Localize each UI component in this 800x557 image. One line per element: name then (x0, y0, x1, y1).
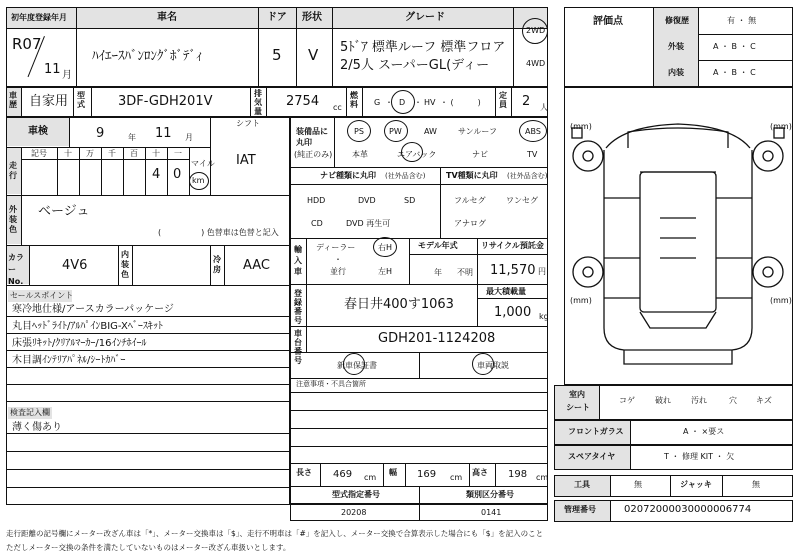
divider (290, 428, 548, 429)
capacity-label: 定員 (499, 91, 507, 109)
seat-label-2: シート (566, 403, 590, 412)
use-value: 自家用 (29, 94, 69, 109)
divider (409, 238, 410, 284)
divider (6, 195, 290, 196)
score-label: 評価点 (593, 16, 623, 27)
sales-points-label: セールスポイント (10, 291, 74, 300)
load-value: 1,000 (494, 305, 532, 320)
divider (409, 254, 548, 255)
first-reg-label: 初年度登録年月 (11, 13, 67, 22)
import-dealer: ディーラー (316, 243, 356, 252)
import-left-hand: 左H (378, 267, 393, 276)
length-unit: cm (364, 473, 377, 482)
divider (6, 316, 290, 317)
doors-value: 5 (272, 46, 282, 64)
divider (6, 451, 290, 452)
fuel-hv: HV (424, 98, 436, 107)
import-right-hand: 右H (378, 243, 393, 252)
use-label: 車歴 (9, 91, 17, 109)
mileage-unit-label: マイル (191, 159, 215, 168)
tv-item: フルセグ (454, 196, 486, 205)
fuel-dot: ・ (385, 98, 393, 107)
tv-item: ワンセグ (506, 196, 538, 205)
equipment-item: エアバック (397, 150, 437, 159)
divider (123, 147, 124, 195)
chassis-label: 車台番号 (294, 329, 302, 365)
divider (306, 284, 307, 326)
equipment-item: PW (389, 127, 402, 136)
mileage-digit: 0 (173, 167, 182, 182)
inspector-notes-value: 薄く傷あり (12, 422, 62, 433)
navi-item: HDD (307, 196, 326, 205)
divider (6, 245, 290, 246)
chassis-value: GDH201-1124208 (378, 331, 496, 346)
warranty-circle (343, 353, 365, 375)
displacement-unit: cc (333, 103, 342, 112)
equipment-label-2: 丸印 (296, 138, 312, 147)
height-label: 高さ (472, 468, 488, 477)
capacity-value: 2 (522, 94, 531, 109)
airbag-circle (401, 142, 423, 162)
mileage-col-label: 十 (152, 149, 160, 158)
divider (6, 487, 290, 488)
load-label: 最大積載量 (486, 287, 526, 296)
manual-doc: 車両取説 (477, 361, 509, 370)
model-year-label: モデル年式 (418, 241, 458, 250)
diagram-marks: (mm) (770, 122, 792, 131)
mileage-unit-km: km (192, 176, 205, 185)
divider (346, 87, 347, 117)
equipment-item: サンルーフ (458, 127, 497, 136)
displacement-label: 排気量 (254, 89, 262, 116)
car-diagram (564, 88, 793, 384)
repair-label: 修復歴 (665, 16, 689, 25)
divider (6, 350, 290, 351)
divider (469, 463, 470, 486)
sales-point-line: 寒冷地仕様/アースカラーパッケージ (12, 304, 174, 315)
management-label: 管理番号 (564, 505, 596, 514)
repair-value: 有 ・ 無 (727, 16, 757, 25)
seat-item: 穴 (729, 396, 737, 405)
management-value: 02072000030000006774 (624, 504, 752, 515)
fuel-d: D (399, 98, 406, 107)
divider (419, 352, 420, 378)
divider (383, 463, 384, 486)
divider (290, 463, 548, 464)
diagram-marks: (mm) (570, 296, 592, 305)
navi-label: ナビ種類に丸印 (320, 171, 376, 180)
mileage-col-label: 万 (86, 149, 94, 158)
navi-item: CD (311, 219, 323, 228)
tools-value: 無 (634, 480, 642, 489)
first-reg-month: 11 (44, 62, 61, 77)
mileage-col-label: 百 (130, 149, 138, 158)
mileage-col-label: 一 (174, 149, 182, 158)
abs-circle (519, 120, 547, 142)
divider (290, 446, 548, 447)
interior-color-label: 内装色 (121, 250, 129, 279)
mileage-digit: 4 (152, 167, 161, 182)
equipment-label-1: 装備品に (296, 127, 328, 136)
inspection-month: 11 (155, 126, 172, 141)
divider (670, 475, 671, 497)
height-value: 198 (508, 469, 528, 480)
drive-4wd: 4WD (526, 59, 546, 68)
diagram-marks: (mm) (770, 296, 792, 305)
car-name-label: 車名 (157, 12, 177, 23)
remarks-label: 注意事項・不具合箇所 (296, 380, 366, 388)
divider (21, 87, 22, 117)
divider (6, 28, 548, 29)
shift-value: IAT (236, 153, 256, 168)
shift-label: シフト (236, 119, 260, 128)
equipment-item: PS (354, 127, 364, 136)
pw-circle (384, 120, 408, 142)
ext-color-note: ( ) 色替車は色替と記入 (158, 228, 279, 237)
divider (21, 147, 22, 195)
divider (290, 326, 548, 327)
tv-item: アナログ (454, 219, 486, 228)
divider (513, 7, 514, 87)
designation-value: 20208 (341, 508, 367, 517)
grade-line2: 2/5人 スーパーGL(ディー (340, 58, 490, 73)
shape-value: V (308, 46, 319, 64)
divider (290, 167, 548, 168)
divider (118, 245, 119, 285)
capacity-unit: 人 (540, 103, 548, 112)
class-value: 0141 (481, 508, 502, 517)
mileage-label: 走行 (9, 161, 17, 180)
divider (91, 87, 92, 117)
divider (258, 7, 259, 87)
manual-circle (472, 353, 494, 375)
divider (290, 392, 548, 393)
divider (495, 463, 496, 486)
divider (6, 285, 290, 286)
navi-item: DVD (358, 196, 376, 205)
divider (722, 475, 723, 497)
grade-label: グレード (405, 12, 445, 23)
spare-tire-value: T ・ 修理 KIT ・ 欠 (664, 452, 735, 461)
divider (610, 500, 611, 522)
equipment-item: AW (424, 127, 437, 136)
equipment-item: TV (527, 150, 538, 159)
seat-item: 破れ (655, 396, 671, 405)
model-value: 3DF-GDH201V (118, 94, 213, 109)
color-no-value: 4V6 (62, 258, 88, 273)
navi-note: (社外品含む) (385, 172, 426, 180)
divider (630, 420, 631, 445)
divider (630, 445, 631, 470)
model-year-unit: 年 (434, 268, 442, 277)
drive-2wd: 2WD (526, 26, 546, 35)
color-no-label: カラーNo. (8, 253, 24, 286)
divider (6, 147, 210, 148)
divider (101, 147, 102, 195)
ext-color-label: 外装色 (9, 205, 17, 234)
model-year-unknown: 不明 (457, 268, 473, 277)
divider (610, 475, 611, 497)
inspection-label: 車検 (28, 126, 48, 137)
fuel-g: G (374, 98, 381, 107)
diagram-marks: (mm) (570, 122, 592, 131)
divider (73, 87, 74, 117)
import-label: 輸入車 (294, 245, 302, 276)
car-name-value: ﾊｲｴｰｽﾊﾞﾝﾛﾝｸﾞﾎﾞﾃﾞｨ (92, 49, 203, 64)
mileage-col-label: 記号 (31, 149, 47, 158)
first-reg-month-unit: 月 (62, 70, 72, 81)
divider (76, 7, 77, 87)
height-unit: cm (536, 473, 549, 482)
tools-label: 工具 (574, 480, 590, 489)
divider (320, 463, 321, 486)
doors-label: ドア (267, 12, 287, 23)
inspection-year-unit: 年 (128, 133, 136, 142)
sales-point-line: 床張ﾘｷｯﾄ/ｸﾘｱﾙﾏｰｶｰ/16ｲﾝﾁﾎｲｰﾙ (12, 338, 147, 349)
model-label: 型式 (77, 91, 85, 109)
seat-label-1: 室内 (569, 390, 585, 399)
warranty-doc: 新車保証書 (337, 361, 377, 370)
displacement-value: 2754 (286, 94, 320, 109)
divider (495, 87, 496, 117)
width-value: 169 (417, 469, 437, 480)
divider (290, 238, 548, 239)
equipment-item: 本革 (352, 150, 368, 159)
seat-item: 汚れ (691, 396, 707, 405)
ext-color-value: ベージュ (38, 204, 90, 219)
tv-label: TV種類に丸印 (446, 171, 498, 180)
seat-item: キズ (756, 396, 772, 405)
length-value: 469 (333, 469, 353, 480)
divider (477, 298, 548, 299)
sales-point-line: 丸目ﾍｯﾄﾞﾗｲﾄ/ｱﾙﾊﾟｲﾝBIG-Xﾍﾞｰｽｷｯﾄ (12, 321, 163, 332)
import-dot: ・ (334, 255, 342, 264)
fuel-other: ・ ( ) (440, 98, 481, 107)
windshield-value: A ・ ×要ス (683, 427, 725, 436)
divider (334, 117, 335, 167)
divider (210, 117, 211, 195)
tv-note: (社外品含む) (507, 172, 548, 180)
inspection-year: 9 (96, 126, 105, 141)
navi-item: DVD 再生可 (346, 219, 391, 228)
divider (290, 184, 548, 185)
grade-line1: 5ﾄﾞｱ 標準ルーフ 標準フロア (340, 40, 506, 55)
equipment-item: ナビ (472, 150, 488, 159)
fuel-dot: ・ (414, 98, 422, 107)
fuel-d-circle (391, 90, 415, 114)
footer-note-2: ただしメーター交換の条件を満たしていないものはメーター改ざん車扱いとします。 (6, 543, 291, 552)
interior-value: A ・ B ・ C (713, 68, 756, 77)
divider (189, 147, 190, 195)
divider (440, 167, 441, 238)
ps-circle (347, 120, 371, 142)
divider (332, 7, 333, 87)
divider (6, 433, 290, 434)
divider (477, 238, 478, 284)
divider (145, 147, 146, 195)
interior-label: 内装 (668, 68, 684, 77)
divider (210, 245, 211, 285)
divider (6, 367, 290, 368)
divider (21, 159, 189, 160)
divider (290, 378, 548, 379)
fuel-label: 燃料 (350, 91, 358, 109)
mileage-col-label: 十 (64, 149, 72, 158)
registration-value: 春日井400す1063 (344, 297, 454, 312)
divider (132, 245, 133, 285)
divider (290, 410, 548, 411)
divider (290, 284, 548, 285)
divider (296, 7, 297, 87)
divider (6, 469, 290, 470)
seat-item: コゲ (619, 396, 635, 405)
width-label: 幅 (389, 468, 397, 477)
exterior-value: A ・ B ・ C (713, 42, 756, 51)
divider (290, 503, 548, 504)
divider (306, 238, 307, 284)
divider (224, 245, 225, 285)
divider (698, 7, 699, 87)
jack-label: ジャッキ (680, 480, 712, 489)
recycle-value: 11,570 (490, 263, 536, 278)
inspection-month-unit: 月 (185, 133, 193, 142)
divider (6, 333, 290, 334)
divider (167, 147, 168, 195)
shape-label: 形状 (302, 12, 322, 23)
inspector-notes-label: 検査記入欄 (10, 408, 50, 417)
load-unit: kg (539, 312, 549, 321)
jack-value: 無 (752, 480, 760, 489)
divider (511, 87, 512, 117)
designation-label: 型式指定番号 (332, 490, 380, 499)
divider (6, 401, 290, 402)
recycle-unit: 円 (538, 267, 546, 276)
equipment-label-3: (純正のみ) (294, 150, 333, 159)
divider (477, 284, 478, 326)
right-hand-circle (373, 237, 397, 257)
exterior-label: 外装 (668, 42, 684, 51)
divider (306, 326, 307, 352)
divider (21, 195, 22, 245)
footer-note-1: 走行距離の記号欄にメーター改ざん車は「*」、メーター交換車は「$」、走行不明車は「#」を記入し、メーター交換で合算表示した場合にも「$」を記入のこと (6, 529, 544, 538)
registration-label: 登録番号 (294, 289, 302, 325)
length-label: 長さ (296, 468, 312, 477)
divider (69, 117, 70, 147)
divider (79, 147, 80, 195)
import-parallel: 並行 (330, 267, 346, 276)
divider (29, 245, 30, 285)
ac-value: AAC (243, 258, 270, 273)
divider (6, 384, 290, 385)
sales-point-line: 木目調ｲﾝﾃﾘｱﾊﾟﾈﾙ/ｼｰﾄｶﾊﾞｰ (12, 355, 126, 366)
first-reg-value: R07 (12, 35, 42, 53)
ac-label: 冷房 (213, 255, 221, 274)
divider (266, 87, 267, 117)
navi-item: SD (404, 196, 416, 205)
windshield-label: フロントガラス (568, 427, 624, 436)
divider (405, 463, 406, 486)
width-unit: cm (450, 473, 463, 482)
divider (57, 147, 58, 195)
mileage-col-label: 千 (108, 149, 116, 158)
equipment-item: ABS (525, 127, 541, 136)
divider (599, 385, 600, 420)
spare-tire-label: スペアタイヤ (568, 452, 616, 461)
divider (250, 87, 251, 117)
class-label: 類別区分番号 (466, 490, 514, 499)
recycle-label: リサイクル預託金 (481, 241, 544, 250)
divider (362, 87, 363, 117)
